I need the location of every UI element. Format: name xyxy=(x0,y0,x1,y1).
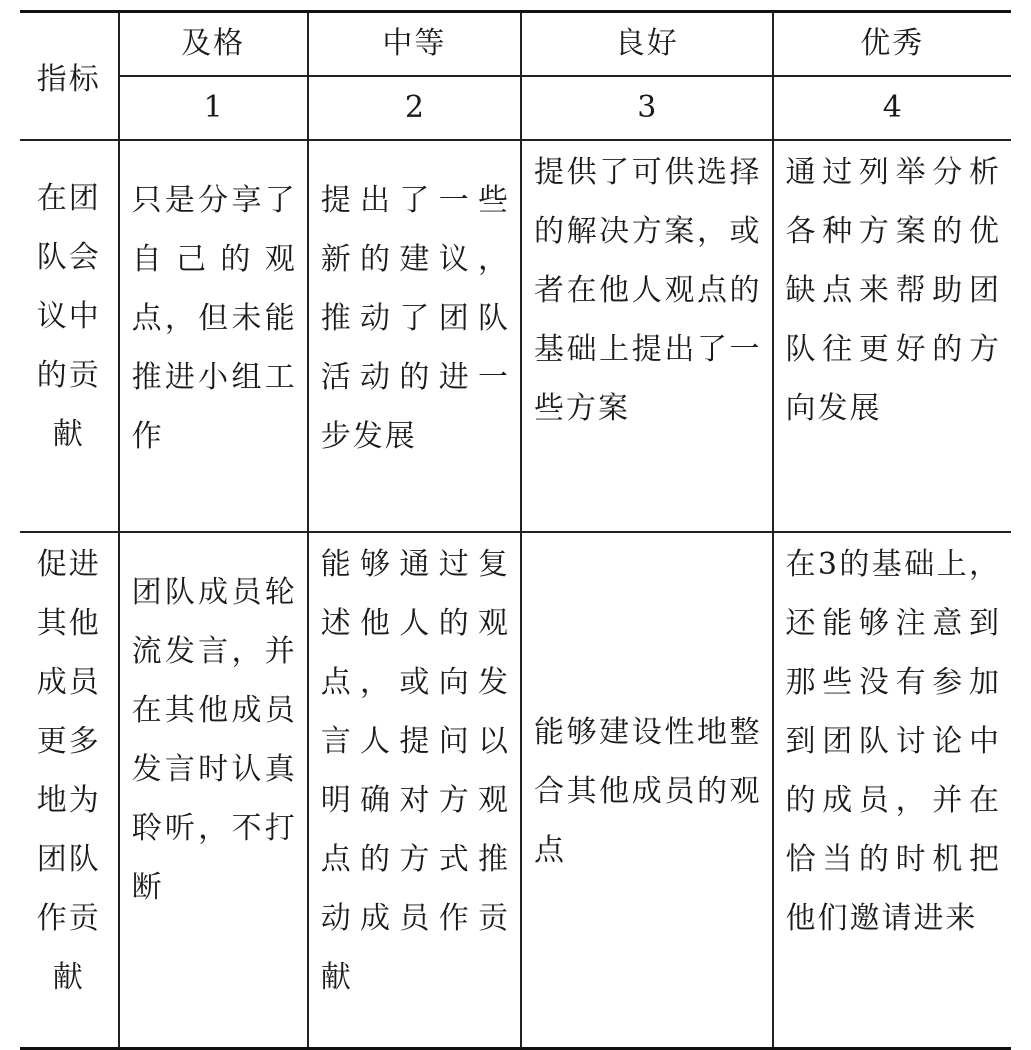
header-row-scores xyxy=(20,76,1011,140)
indicator-cell: 促进其他成员更多地为团队作贡献 xyxy=(20,532,119,1049)
score-header-2: 2 xyxy=(308,76,521,140)
level-header-pass: 及格 xyxy=(119,12,308,77)
evaluation-rubric-table xyxy=(20,10,1011,1050)
rubric-cell: 能够通过复述他人的观点，或向发言人提问以明确对方观点的方式推动成员作贡献 xyxy=(308,532,521,1049)
rubric-cell: 提出了一些新的建议，推动了团队活动的进一步发展 xyxy=(308,140,521,532)
rubric-cell: 通过列举分析各种方案的优缺点来帮助团队往更好的方向发展 xyxy=(773,140,1011,532)
corner-header-indicator: 指标 xyxy=(20,12,119,141)
rubric-cell: 提供了可供选择的解决方案，或者在他人观点的基础上提出了一些方案 xyxy=(521,140,773,532)
rubric-cell: 只是分享了自己的观点，但未能推进小组工作 xyxy=(119,140,308,532)
level-header-excellent: 优秀 xyxy=(773,12,1011,77)
rubric-cell: 团队成员轮流发言，并在其他成员发言时认真聆听，不打断 xyxy=(119,532,308,1049)
level-header-medium: 中等 xyxy=(308,12,521,77)
rubric-cell: 在3的基础上，还能够注意到那些没有参加到团队讨论中的成员，并在恰当的时机把他们邀请进来 xyxy=(773,532,1011,1049)
table-row xyxy=(20,532,1011,1049)
table-row xyxy=(20,140,1011,532)
score-header-4: 4 xyxy=(773,76,1011,140)
indicator-cell: 在团队会议中的贡献 xyxy=(20,140,119,532)
rubric-cell: 能够建设性地整合其他成员的观点 xyxy=(521,532,773,1049)
header-row-levels xyxy=(20,12,1011,77)
score-header-3: 3 xyxy=(521,76,773,140)
score-header-1: 1 xyxy=(119,76,308,140)
level-header-good: 良好 xyxy=(521,12,773,77)
